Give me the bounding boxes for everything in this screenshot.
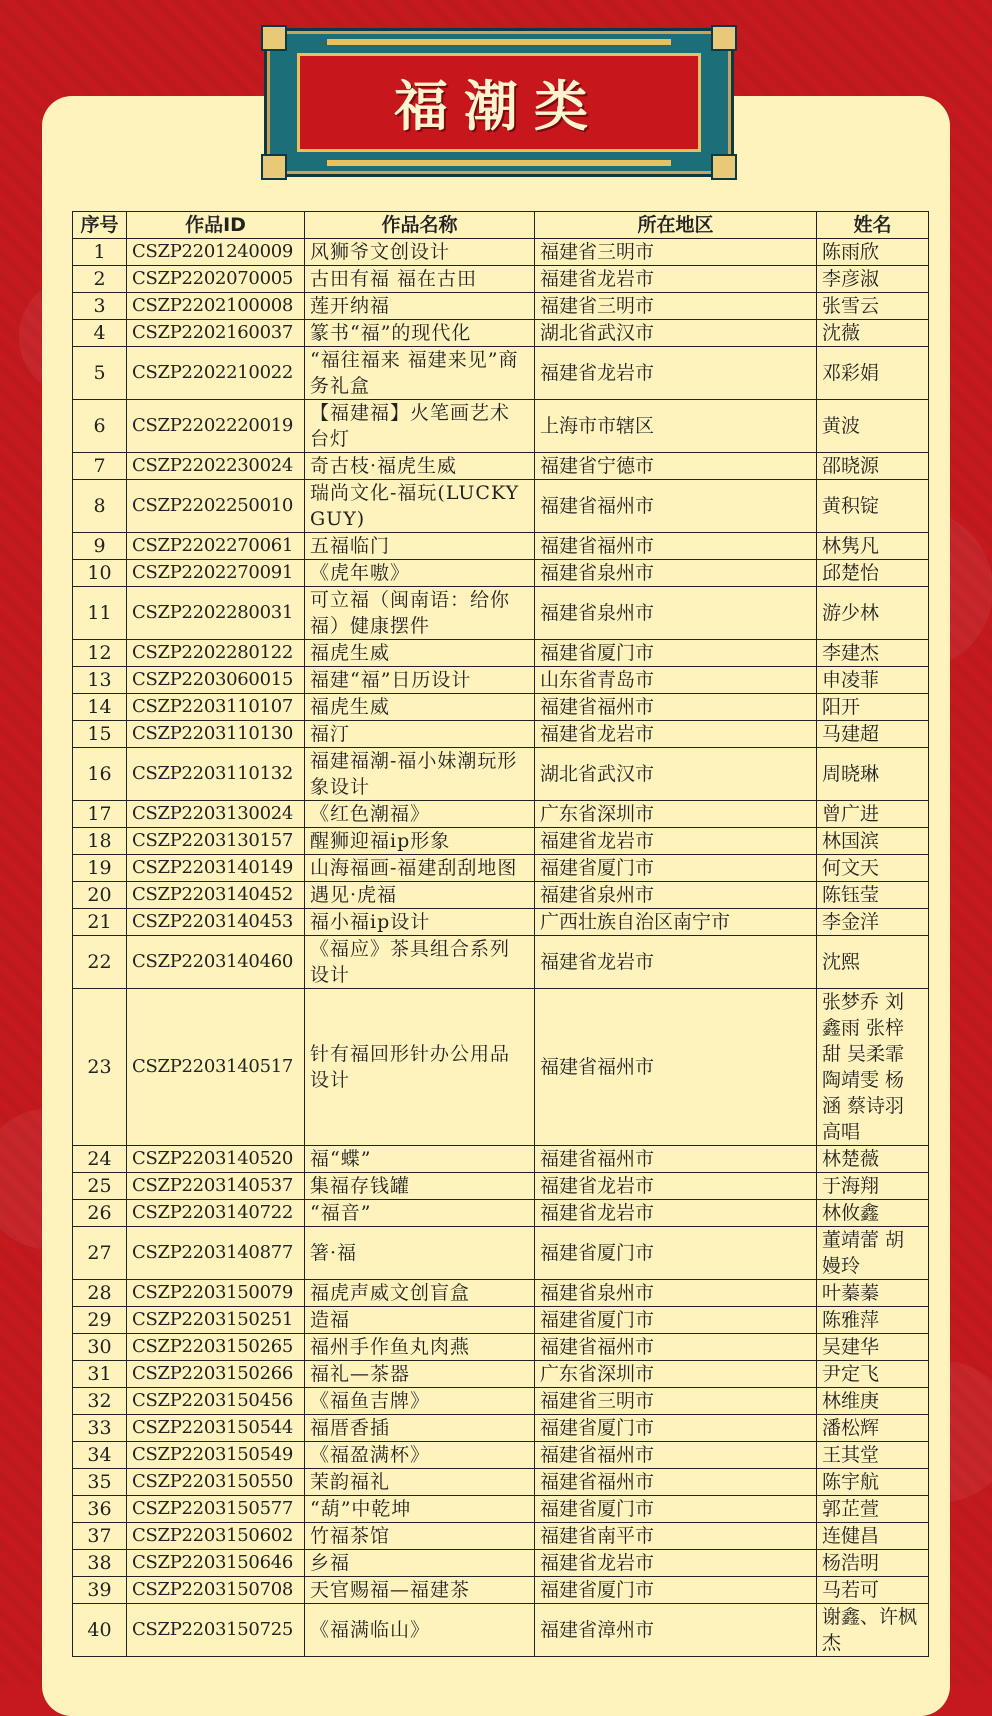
- table-row: [73, 1280, 929, 1307]
- cell-work-name: “葫”中乾坤: [305, 1496, 535, 1523]
- table-row: [73, 1146, 929, 1173]
- cell-work-id: CSZP2201240009: [127, 239, 305, 266]
- cell-region: 福建省三明市: [535, 239, 817, 266]
- cell-work-name: 箸·福: [305, 1227, 535, 1280]
- cell-region: 福建省泉州市: [535, 882, 817, 909]
- cell-region: 福建省龙岩市: [535, 1173, 817, 1200]
- banner-corner: [711, 25, 737, 51]
- table-row: [73, 1334, 929, 1361]
- cell-work-id: CSZP2202100008: [127, 293, 305, 320]
- cell-index: 36: [73, 1496, 127, 1523]
- cell-work-name: 遇见·虎福: [305, 882, 535, 909]
- table-row: [73, 1550, 929, 1577]
- cell-index: 1: [73, 239, 127, 266]
- cell-work-name: 可立福（闽南语：给你福）健康摆件: [305, 587, 535, 640]
- cell-region: 福建省厦门市: [535, 1496, 817, 1523]
- cell-work-name: 《福满临山》: [305, 1604, 535, 1657]
- cell-work-name: 福虎生威: [305, 694, 535, 721]
- table-row: [73, 855, 929, 882]
- cell-work-id: CSZP2203150577: [127, 1496, 305, 1523]
- cell-index: 28: [73, 1280, 127, 1307]
- cell-region: 福建省南平市: [535, 1523, 817, 1550]
- table-row: [73, 400, 929, 453]
- table-row: [73, 1496, 929, 1523]
- header-index: 序号: [73, 212, 127, 239]
- cell-work-id: CSZP2203140517: [127, 989, 305, 1146]
- cell-work-id: CSZP2203140537: [127, 1173, 305, 1200]
- cell-index: 15: [73, 721, 127, 748]
- table-row: [73, 882, 929, 909]
- cell-author: 何文天: [817, 855, 929, 882]
- cell-work-id: CSZP2202070005: [127, 266, 305, 293]
- cell-work-id: CSZP2203150646: [127, 1550, 305, 1577]
- cell-region: 福建省漳州市: [535, 1604, 817, 1657]
- cell-index: 30: [73, 1334, 127, 1361]
- cell-index: 31: [73, 1361, 127, 1388]
- cell-index: 39: [73, 1577, 127, 1604]
- cell-region: 福建省厦门市: [535, 1415, 817, 1442]
- table-row: [73, 1442, 929, 1469]
- cell-region: 福建省三明市: [535, 293, 817, 320]
- cell-author: 李彦淑: [817, 266, 929, 293]
- cell-author: 陈雨欣: [817, 239, 929, 266]
- cell-region: 福建省龙岩市: [535, 828, 817, 855]
- cell-index: 8: [73, 480, 127, 533]
- cell-work-id: CSZP2203140520: [127, 1146, 305, 1173]
- cell-region: 福建省福州市: [535, 1334, 817, 1361]
- table-row: [73, 640, 929, 667]
- cell-region: 广西壮族自治区南宁市: [535, 909, 817, 936]
- award-list-table: [72, 211, 929, 1657]
- cell-region: 福建省福州市: [535, 1442, 817, 1469]
- cell-region: 福建省厦门市: [535, 855, 817, 882]
- cell-work-id: CSZP2203140877: [127, 1227, 305, 1280]
- cell-work-id: CSZP2203150456: [127, 1388, 305, 1415]
- cell-work-name: 集福存钱罐: [305, 1173, 535, 1200]
- cell-author: 曾广进: [817, 801, 929, 828]
- cell-region: 山东省青岛市: [535, 667, 817, 694]
- cell-work-id: CSZP2202270091: [127, 560, 305, 587]
- cell-work-id: CSZP2203150725: [127, 1604, 305, 1657]
- table-row: [73, 320, 929, 347]
- cell-index: 13: [73, 667, 127, 694]
- cell-author: 林攸鑫: [817, 1200, 929, 1227]
- cell-work-id: CSZP2202280031: [127, 587, 305, 640]
- page-title: 福潮类: [394, 75, 604, 138]
- cell-region: 湖北省武汉市: [535, 320, 817, 347]
- cell-author: 黄波: [817, 400, 929, 453]
- cell-region: 福建省龙岩市: [535, 1200, 817, 1227]
- cell-work-id: CSZP2202280122: [127, 640, 305, 667]
- cell-work-name: 山海福画-福建刮刮地图: [305, 855, 535, 882]
- cell-region: 福建省厦门市: [535, 640, 817, 667]
- cell-author: 吴建华: [817, 1334, 929, 1361]
- table-row: [73, 1577, 929, 1604]
- cell-index: 12: [73, 640, 127, 667]
- cell-work-id: CSZP2203140722: [127, 1200, 305, 1227]
- table-row: [73, 721, 929, 748]
- cell-author: 郭芷萱: [817, 1496, 929, 1523]
- cell-region: 福建省福州市: [535, 1146, 817, 1173]
- table-row: [73, 1469, 929, 1496]
- cell-work-id: CSZP2202210022: [127, 347, 305, 400]
- cell-author: 谢鑫、许枫杰: [817, 1604, 929, 1657]
- cell-author: 邓彩娟: [817, 347, 929, 400]
- cell-work-name: 【福建福】火笔画艺术台灯: [305, 400, 535, 453]
- cell-work-id: CSZP2203110107: [127, 694, 305, 721]
- cell-work-id: CSZP2203140453: [127, 909, 305, 936]
- cell-work-id: CSZP2202160037: [127, 320, 305, 347]
- cell-author: 李金洋: [817, 909, 929, 936]
- cell-index: 19: [73, 855, 127, 882]
- cell-work-name: 瑞尚文化-福玩(LUCKY GUY): [305, 480, 535, 533]
- cell-author: 董靖蕾 胡嫚玲: [817, 1227, 929, 1280]
- cell-author: 马若可: [817, 1577, 929, 1604]
- cell-author: 林维庚: [817, 1388, 929, 1415]
- header-author: 姓名: [817, 212, 929, 239]
- header-work-id: 作品ID: [127, 212, 305, 239]
- cell-region: 广东省深圳市: [535, 1361, 817, 1388]
- table-row: [73, 989, 929, 1146]
- cell-work-name: 《福盈满杯》: [305, 1442, 535, 1469]
- cell-work-name: 造福: [305, 1307, 535, 1334]
- table-row: [73, 239, 929, 266]
- banner-ornament: [327, 160, 671, 166]
- cell-work-name: 茉韵福礼: [305, 1469, 535, 1496]
- cell-index: 2: [73, 266, 127, 293]
- cell-region: 福建省龙岩市: [535, 721, 817, 748]
- table-row: [73, 828, 929, 855]
- cell-index: 7: [73, 453, 127, 480]
- cell-index: 22: [73, 936, 127, 989]
- cell-work-id: CSZP2203150549: [127, 1442, 305, 1469]
- table-row: [73, 801, 929, 828]
- table-row: [73, 480, 929, 533]
- cell-work-id: CSZP2203150265: [127, 1334, 305, 1361]
- cell-region: 湖北省武汉市: [535, 748, 817, 801]
- cell-work-id: CSZP2203150602: [127, 1523, 305, 1550]
- cell-work-name: 福虎生威: [305, 640, 535, 667]
- cell-region: 福建省福州市: [535, 533, 817, 560]
- cell-work-id: CSZP2202250010: [127, 480, 305, 533]
- cell-work-id: CSZP2203150708: [127, 1577, 305, 1604]
- cell-work-name: 福“蝶”: [305, 1146, 535, 1173]
- cell-work-id: CSZP2203150079: [127, 1280, 305, 1307]
- table-row: [73, 1604, 929, 1657]
- cell-work-name: 五福临门: [305, 533, 535, 560]
- cell-work-name: “福往福来 福建来见”商务礼盒: [305, 347, 535, 400]
- cell-work-name: 福礼—茶器: [305, 1361, 535, 1388]
- cell-index: 5: [73, 347, 127, 400]
- table-row: [73, 667, 929, 694]
- cell-work-name: 《福鱼吉牌》: [305, 1388, 535, 1415]
- table-row: [73, 1361, 929, 1388]
- cell-index: 25: [73, 1173, 127, 1200]
- cell-author: 杨浩明: [817, 1550, 929, 1577]
- header-region: 所在地区: [535, 212, 817, 239]
- cell-work-name: 乡福: [305, 1550, 535, 1577]
- cell-author: 尹定飞: [817, 1361, 929, 1388]
- cell-work-name: 福州手作鱼丸肉燕: [305, 1334, 535, 1361]
- cell-work-name: 福虎声威文创盲盒: [305, 1280, 535, 1307]
- cell-index: 34: [73, 1442, 127, 1469]
- table-row: [73, 1415, 929, 1442]
- table-row: [73, 694, 929, 721]
- cell-work-name: 醒狮迎福ip形象: [305, 828, 535, 855]
- cell-index: 40: [73, 1604, 127, 1657]
- cell-region: 福建省福州市: [535, 989, 817, 1146]
- cell-author: 连健昌: [817, 1523, 929, 1550]
- table-row: [73, 936, 929, 989]
- table-row: [73, 748, 929, 801]
- cell-work-name: 《虎年嗷》: [305, 560, 535, 587]
- cell-author: 李建杰: [817, 640, 929, 667]
- cell-work-id: CSZP2203110132: [127, 748, 305, 801]
- cell-index: 32: [73, 1388, 127, 1415]
- cell-work-id: CSZP2203060015: [127, 667, 305, 694]
- cell-author: 潘松辉: [817, 1415, 929, 1442]
- cell-author: 王其堂: [817, 1442, 929, 1469]
- cell-author: 陈雅萍: [817, 1307, 929, 1334]
- cell-work-id: CSZP2202270061: [127, 533, 305, 560]
- cell-work-id: CSZP2202220019: [127, 400, 305, 453]
- cell-work-id: CSZP2203150550: [127, 1469, 305, 1496]
- cell-index: 16: [73, 748, 127, 801]
- header-work-name: 作品名称: [305, 212, 535, 239]
- banner-corner: [711, 154, 737, 180]
- cell-index: 18: [73, 828, 127, 855]
- cell-author: 阳开: [817, 694, 929, 721]
- table-row: [73, 1227, 929, 1280]
- cell-work-name: 针有福回形针办公用品设计: [305, 989, 535, 1146]
- cell-index: 17: [73, 801, 127, 828]
- banner-ornament: [327, 39, 671, 45]
- cell-work-id: CSZP2203130024: [127, 801, 305, 828]
- cell-work-name: 福小福ip设计: [305, 909, 535, 936]
- cell-region: 福建省福州市: [535, 694, 817, 721]
- table-row: [73, 1307, 929, 1334]
- cell-work-id: CSZP2203130157: [127, 828, 305, 855]
- cell-region: 福建省厦门市: [535, 1307, 817, 1334]
- table-row: [73, 347, 929, 400]
- table-row: [73, 293, 929, 320]
- table-header-row: [73, 212, 929, 239]
- cell-index: 37: [73, 1523, 127, 1550]
- cell-region: 福建省龙岩市: [535, 347, 817, 400]
- cell-author: 陈钰莹: [817, 882, 929, 909]
- cell-author: 黄积锭: [817, 480, 929, 533]
- cell-work-name: 天官赐福—福建茶: [305, 1577, 535, 1604]
- cell-index: 27: [73, 1227, 127, 1280]
- banner-corner: [261, 25, 287, 51]
- cell-region: 福建省厦门市: [535, 1577, 817, 1604]
- cell-author: 林隽凡: [817, 533, 929, 560]
- cell-region: 福建省宁德市: [535, 453, 817, 480]
- cell-work-name: 风狮爷文创设计: [305, 239, 535, 266]
- table-row: [73, 587, 929, 640]
- cell-work-name: 竹福茶馆: [305, 1523, 535, 1550]
- cell-index: 29: [73, 1307, 127, 1334]
- cell-author: 申凌菲: [817, 667, 929, 694]
- cell-region: 福建省龙岩市: [535, 936, 817, 989]
- cell-index: 24: [73, 1146, 127, 1173]
- cell-region: 福建省福州市: [535, 1469, 817, 1496]
- cell-author: 游少林: [817, 587, 929, 640]
- cell-author: 张梦乔 刘鑫雨 张梓甜 吴柔霏 陶靖雯 杨涵 蔡诗羽 高唱: [817, 989, 929, 1146]
- table-row: [73, 1200, 929, 1227]
- cell-author: 陈宇航: [817, 1469, 929, 1496]
- cell-work-id: CSZP2203150251: [127, 1307, 305, 1334]
- banner-inner: [297, 53, 701, 152]
- cell-work-name: 福厝香插: [305, 1415, 535, 1442]
- cell-region: 福建省泉州市: [535, 1280, 817, 1307]
- cell-author: 邱楚怡: [817, 560, 929, 587]
- cell-region: 福建省泉州市: [535, 587, 817, 640]
- cell-work-name: “福音”: [305, 1200, 535, 1227]
- cell-work-name: 古田有福 福在古田: [305, 266, 535, 293]
- cell-work-name: 《红色潮福》: [305, 801, 535, 828]
- cell-index: 21: [73, 909, 127, 936]
- cell-index: 35: [73, 1469, 127, 1496]
- cell-region: 福建省龙岩市: [535, 266, 817, 293]
- table-row: [73, 909, 929, 936]
- cell-region: 福建省厦门市: [535, 1227, 817, 1280]
- cell-work-name: 福汀: [305, 721, 535, 748]
- cell-region: 福建省福州市: [535, 480, 817, 533]
- cell-work-id: CSZP2203110130: [127, 721, 305, 748]
- table-row: [73, 1523, 929, 1550]
- cell-author: 林楚薇: [817, 1146, 929, 1173]
- cell-work-id: CSZP2202230024: [127, 453, 305, 480]
- cell-work-id: CSZP2203140460: [127, 936, 305, 989]
- cell-author: 马建超: [817, 721, 929, 748]
- cell-author: 周晓琳: [817, 748, 929, 801]
- cell-index: 38: [73, 1550, 127, 1577]
- cell-author: 叶蓁蓁: [817, 1280, 929, 1307]
- cell-index: 20: [73, 882, 127, 909]
- banner-corner: [261, 154, 287, 180]
- cell-region: 广东省深圳市: [535, 801, 817, 828]
- cell-work-name: 福建“福”日历设计: [305, 667, 535, 694]
- table-row: [73, 533, 929, 560]
- cell-work-id: CSZP2203150544: [127, 1415, 305, 1442]
- cell-author: 沈薇: [817, 320, 929, 347]
- cell-region: 福建省泉州市: [535, 560, 817, 587]
- cell-work-id: CSZP2203140149: [127, 855, 305, 882]
- cell-work-name: 福建福潮-福小妹潮玩形象设计: [305, 748, 535, 801]
- cell-author: 沈熙: [817, 936, 929, 989]
- cell-region: 福建省三明市: [535, 1388, 817, 1415]
- cell-work-name: 奇古枝·福虎生威: [305, 453, 535, 480]
- cell-work-id: CSZP2203150266: [127, 1361, 305, 1388]
- table-row: [73, 1173, 929, 1200]
- cell-index: 10: [73, 560, 127, 587]
- cell-author: 林国滨: [817, 828, 929, 855]
- cell-work-name: 《福应》茶具组合系列设计: [305, 936, 535, 989]
- cell-index: 11: [73, 587, 127, 640]
- cell-index: 3: [73, 293, 127, 320]
- cell-work-name: 莲开纳福: [305, 293, 535, 320]
- cell-work-name: 篆书“福”的现代化: [305, 320, 535, 347]
- cell-region: 上海市市辖区: [535, 400, 817, 453]
- cell-author: 于海翔: [817, 1173, 929, 1200]
- cell-index: 9: [73, 533, 127, 560]
- table-row: [73, 1388, 929, 1415]
- table-row: [73, 560, 929, 587]
- cell-author: 邵晓源: [817, 453, 929, 480]
- table-row: [73, 266, 929, 293]
- cell-author: 张雪云: [817, 293, 929, 320]
- table-row: [73, 453, 929, 480]
- cell-index: 14: [73, 694, 127, 721]
- cell-index: 6: [73, 400, 127, 453]
- cell-index: 4: [73, 320, 127, 347]
- title-banner: [264, 28, 734, 177]
- cell-region: 福建省龙岩市: [535, 1550, 817, 1577]
- cell-index: 23: [73, 989, 127, 1146]
- cell-work-id: CSZP2203140452: [127, 882, 305, 909]
- cell-index: 26: [73, 1200, 127, 1227]
- cell-index: 33: [73, 1415, 127, 1442]
